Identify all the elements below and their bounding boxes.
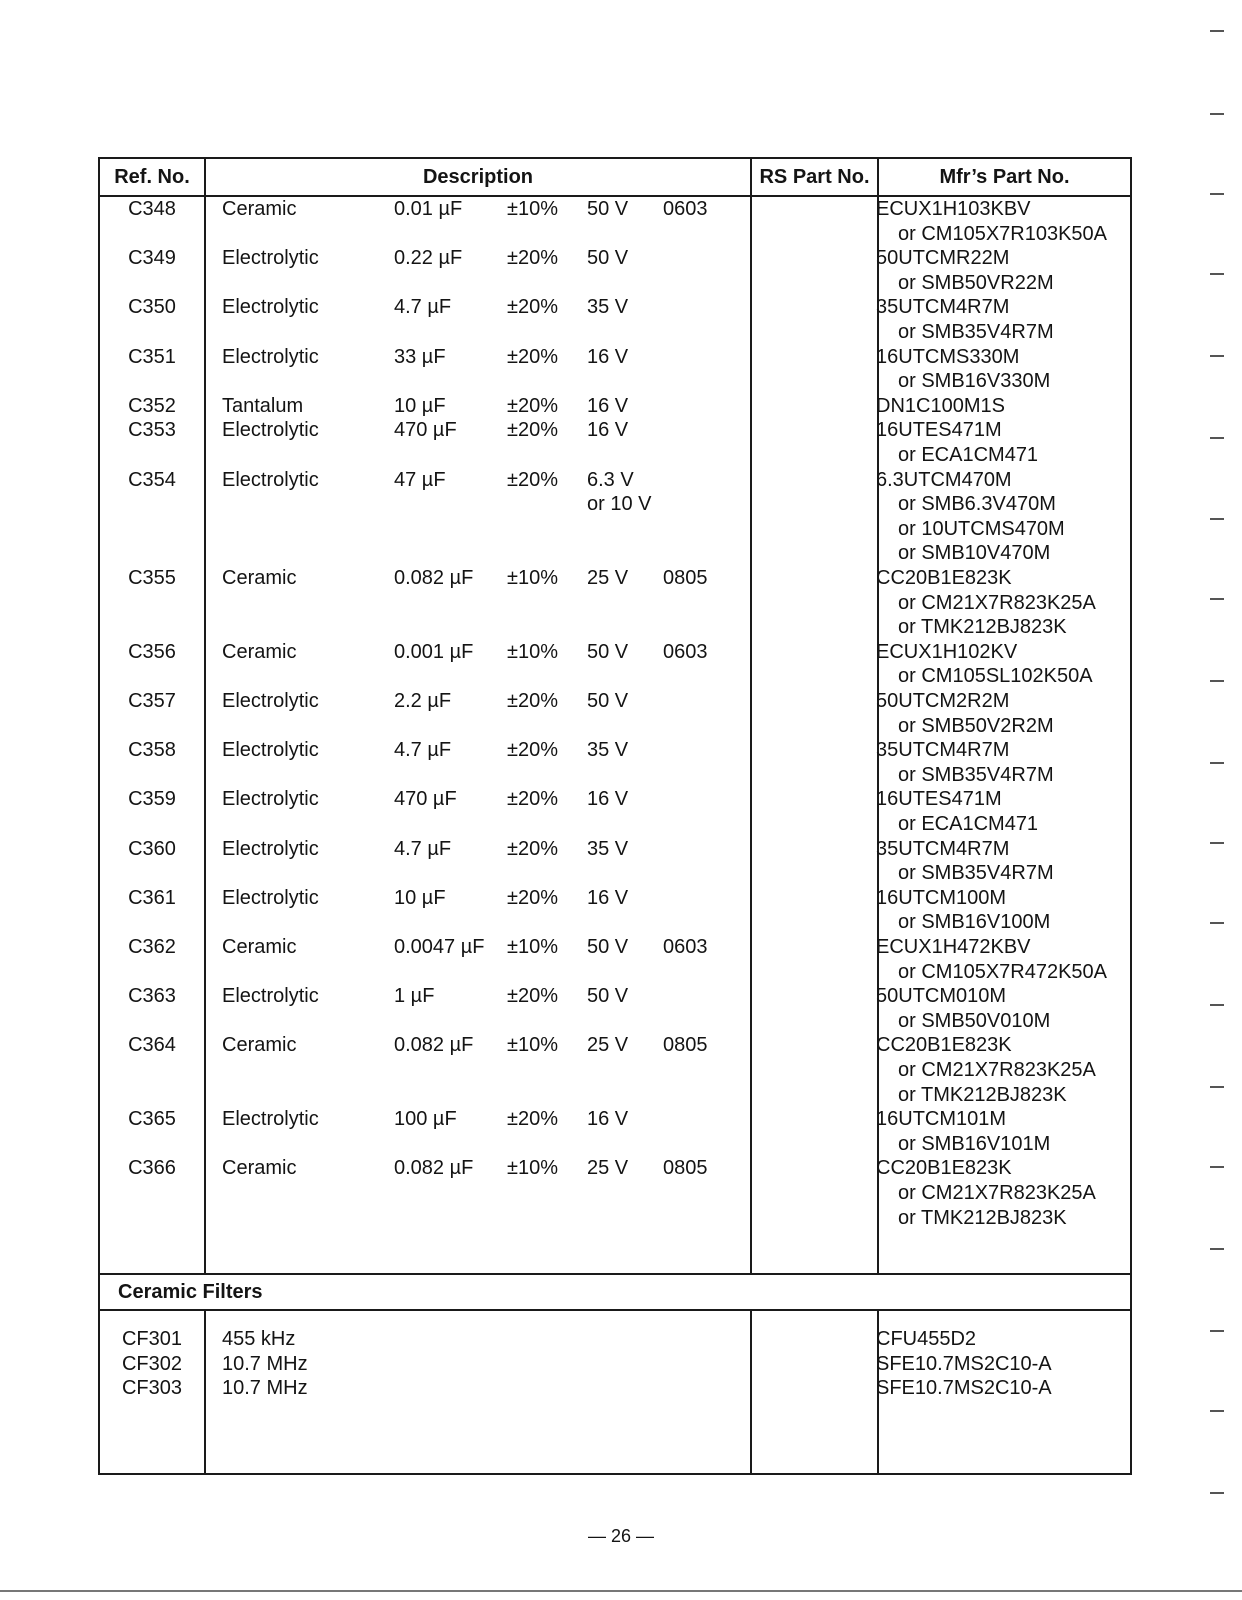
ceramic-filters-title: Ceramic Filters xyxy=(100,1275,1130,1311)
voltage: 6.3 V xyxy=(587,468,634,491)
alt-mfr-part-no: or SMB10V470M xyxy=(898,542,1051,565)
alt-mfr-part-no: or SMB35V4R7M xyxy=(898,320,1054,343)
alt-mfr-part-no: or ECA1CM471 xyxy=(898,443,1039,466)
component-type: Electrolytic xyxy=(222,247,319,270)
component-type: Ceramic xyxy=(222,567,297,589)
ref-no: C352 xyxy=(128,394,176,417)
package-size: 0603 xyxy=(663,198,708,220)
component-value: 0.01 µF xyxy=(394,198,463,220)
component-type: Ceramic xyxy=(222,1034,297,1057)
mfr-part-numbers xyxy=(876,246,1054,295)
margin-tick-mark xyxy=(1210,1492,1224,1494)
page-number: — 26 — xyxy=(587,1526,655,1546)
mfr-part-no: 16UTCM101M xyxy=(876,1108,1007,1131)
tolerance: ±20% xyxy=(507,837,559,860)
alt-voltage: or 10 V xyxy=(587,493,652,516)
alt-mfr-part-no: or SMB16V330M xyxy=(898,370,1051,393)
margin-tick-mark xyxy=(1210,1166,1224,1168)
component-type: Electrolytic xyxy=(222,1108,319,1131)
component-value: 10 µF xyxy=(394,886,446,909)
component-type: Ceramic xyxy=(222,198,297,220)
mfr-part-numbers xyxy=(876,394,1005,419)
ref-no: C351 xyxy=(128,345,176,368)
ref-no: C358 xyxy=(128,739,176,762)
component-value: 470 µF xyxy=(394,419,457,442)
tolerance: ±20% xyxy=(507,296,559,319)
tolerance: ±20% xyxy=(507,886,559,909)
tolerance: ±20% xyxy=(507,468,559,491)
mfr-part-no: CC20B1E823K xyxy=(876,567,1012,589)
component-type: Electrolytic xyxy=(222,837,319,860)
alt-mfr-part-no: or CM105X7R472K50A xyxy=(898,960,1108,983)
voltage: 50 V xyxy=(587,985,629,1008)
component-value: 100 µF xyxy=(394,1108,457,1131)
component-value: 0.001 µF xyxy=(394,640,474,663)
component-type: Electrolytic xyxy=(222,419,319,442)
header-description: Description xyxy=(204,159,750,195)
margin-tick-mark xyxy=(1210,1004,1224,1006)
mfr-part-numbers xyxy=(876,935,1107,984)
margin-tick-mark xyxy=(1210,762,1224,764)
mfr-part-numbers xyxy=(876,345,1050,394)
filter-section xyxy=(100,1311,1130,1473)
margin-tick-mark xyxy=(1210,437,1224,439)
package-size: 0603 xyxy=(663,936,708,958)
capacitor-rows xyxy=(100,197,1130,1273)
alt-mfr-part-no: or TMK212BJ823K xyxy=(898,1206,1067,1229)
ref-no: C366 xyxy=(128,1157,176,1180)
mfr-part-numbers xyxy=(876,468,1065,566)
ref-no: C349 xyxy=(128,247,176,270)
component-value: 2.2 µF xyxy=(394,690,452,712)
mfr-part-no: 16UTES471M xyxy=(876,419,1002,442)
component-value: 10 µF xyxy=(394,394,446,417)
filter-frequency: 455 kHz xyxy=(222,1328,296,1350)
alt-mfr-part-no: or SMB50V010M xyxy=(898,1009,1051,1032)
alt-mfr-part-no: or CM21X7R823K25A xyxy=(898,591,1096,614)
alt-mfr-part-no: or SMB6.3V470M xyxy=(898,493,1056,516)
ref-no: C354 xyxy=(128,468,176,491)
mfr-part-no: 16UTCMS330M xyxy=(876,345,1020,368)
margin-tick-mark xyxy=(1210,842,1224,844)
filter-frequency: 10.7 MHz xyxy=(222,1377,308,1400)
ref-no: CF301 xyxy=(121,1328,183,1350)
ref-no: CF302 xyxy=(121,1352,183,1375)
mfr-part-no: DN1C100M1S xyxy=(876,394,1005,417)
mfr-part-numbers xyxy=(876,197,1107,246)
mfr-part-no: 35UTCM4R7M xyxy=(876,296,1010,319)
tolerance: ±20% xyxy=(507,788,559,811)
mfr-part-numbers xyxy=(876,566,1096,640)
component-value: 0.0047 µF xyxy=(394,936,485,958)
header-ref-no: Ref. No. xyxy=(114,165,190,188)
voltage: 16 V xyxy=(587,1108,629,1131)
tolerance: ±20% xyxy=(507,1108,559,1131)
alt-mfr-part-no: or SMB50V2R2M xyxy=(898,714,1054,737)
package-size: 0805 xyxy=(663,567,708,589)
margin-tick-mark xyxy=(1210,1330,1224,1332)
mfr-part-numbers xyxy=(876,886,1050,935)
ref-no: C363 xyxy=(128,985,176,1008)
tolerance: ±10% xyxy=(507,567,559,589)
voltage: 35 V xyxy=(587,837,629,860)
tolerance: ±20% xyxy=(507,394,559,417)
mfr-part-numbers xyxy=(876,640,1093,689)
mfr-part-no: 35UTCM4R7M xyxy=(876,739,1010,762)
parts-list-table xyxy=(98,157,1132,1475)
tolerance: ±20% xyxy=(507,739,559,762)
component-value: 470 µF xyxy=(394,788,457,811)
voltage: 16 V xyxy=(587,394,629,417)
ref-no: C348 xyxy=(128,198,176,220)
voltage: 25 V xyxy=(587,567,629,589)
alt-mfr-part-no: or SMB50VR22M xyxy=(898,271,1054,294)
tolerance: ±20% xyxy=(507,690,559,712)
mfr-part-no: ECUX1H102KV xyxy=(876,640,1018,663)
mfr-part-numbers xyxy=(876,787,1038,836)
table-header xyxy=(100,159,1130,197)
voltage: 25 V xyxy=(587,1034,629,1057)
component-value: 0.082 µF xyxy=(394,1034,474,1057)
voltage: 50 V xyxy=(587,690,629,712)
component-type: Ceramic xyxy=(222,936,297,958)
component-value: 1 µF xyxy=(394,985,435,1008)
ref-no: C361 xyxy=(128,886,176,909)
component-type: Electrolytic xyxy=(222,788,319,811)
component-value: 4.7 µF xyxy=(394,739,452,762)
voltage: 35 V xyxy=(587,296,629,319)
mfr-part-no: 6.3UTCM470M xyxy=(876,468,1012,491)
component-value: 0.082 µF xyxy=(394,1157,474,1180)
tolerance: ±20% xyxy=(507,985,559,1008)
voltage: 50 V xyxy=(587,247,629,270)
component-type: Ceramic xyxy=(222,640,297,663)
component-type: Tantalum xyxy=(222,394,304,417)
header-rs-part-no: RS Part No. xyxy=(750,159,877,195)
package-size: 0805 xyxy=(663,1157,708,1180)
mfr-part-numbers xyxy=(876,1033,1096,1107)
alt-mfr-part-no: or SMB16V100M xyxy=(898,911,1051,934)
margin-tick-mark xyxy=(1210,113,1224,115)
mfr-part-no: 16UTCM100M xyxy=(876,886,1007,909)
voltage: 50 V xyxy=(587,936,629,958)
tolerance: ±10% xyxy=(507,1157,559,1180)
alt-mfr-part-no: or SMB35V4R7M xyxy=(898,862,1054,885)
component-value: 4.7 µF xyxy=(394,837,452,860)
margin-tick-mark xyxy=(1210,1248,1224,1250)
mfr-part-numbers xyxy=(876,418,1038,467)
tolerance: ±10% xyxy=(507,640,559,663)
mfr-part-no: 50UTCMR22M xyxy=(876,247,1010,270)
alt-mfr-part-no: or CM21X7R823K25A xyxy=(898,1181,1096,1204)
mfr-part-numbers xyxy=(876,837,1054,886)
mfr-part-no: 50UTCM2R2M xyxy=(876,690,1010,712)
alt-mfr-part-no: or CM21X7R823K25A xyxy=(898,1058,1096,1081)
margin-tick-mark xyxy=(1210,193,1224,195)
ref-no: C365 xyxy=(128,1108,176,1131)
component-type: Electrolytic xyxy=(222,985,319,1008)
alt-mfr-part-no: or TMK212BJ823K xyxy=(898,616,1067,639)
mfr-part-no: CC20B1E823K xyxy=(876,1034,1012,1057)
mfr-part-numbers xyxy=(876,738,1054,787)
mfr-part-no: ECUX1H472KBV xyxy=(876,936,1031,958)
alt-mfr-part-no: or CM105X7R103K50A xyxy=(898,222,1108,245)
mfr-part-no: 16UTES471M xyxy=(876,788,1002,811)
component-type: Electrolytic xyxy=(222,345,319,368)
alt-mfr-part-no: or SMB16V101M xyxy=(898,1132,1051,1155)
tolerance: ±10% xyxy=(507,198,559,220)
mfr-part-no: CC20B1E823K xyxy=(876,1157,1012,1180)
mfr-part-numbers xyxy=(876,1156,1096,1230)
capacitor-section xyxy=(100,197,1130,1275)
margin-tick-mark xyxy=(1210,598,1224,600)
margin-tick-mark xyxy=(1210,30,1224,32)
component-type: Electrolytic xyxy=(222,739,319,762)
ref-no: C360 xyxy=(128,837,176,860)
ref-no: C362 xyxy=(128,936,176,958)
tolerance: ±10% xyxy=(507,936,559,958)
alt-mfr-part-no: or TMK212BJ823K xyxy=(898,1083,1067,1106)
ref-no: C356 xyxy=(128,640,176,663)
component-type: Electrolytic xyxy=(222,690,319,712)
voltage: 16 V xyxy=(587,788,629,811)
component-type: Ceramic xyxy=(222,1157,297,1180)
mfr-part-no: ECUX1H103KBV xyxy=(876,198,1031,220)
mfr-part-no: SFE10.7MS2C10-A xyxy=(876,1352,1052,1375)
component-type: Electrolytic xyxy=(222,468,319,491)
tolerance: ±10% xyxy=(507,1034,559,1057)
margin-tick-mark xyxy=(1210,922,1224,924)
mfr-part-numbers xyxy=(876,984,1050,1033)
voltage: 50 V xyxy=(587,198,629,220)
package-size: 0603 xyxy=(663,640,708,663)
component-type: Electrolytic xyxy=(222,296,319,319)
tolerance: ±20% xyxy=(507,419,559,442)
voltage: 16 V xyxy=(587,886,629,909)
mfr-part-numbers xyxy=(876,295,1054,344)
alt-mfr-part-no: or ECA1CM471 xyxy=(898,812,1039,835)
ref-no: C355 xyxy=(128,567,176,589)
tolerance: ±20% xyxy=(507,247,559,270)
voltage: 25 V xyxy=(587,1157,629,1180)
margin-tick-mark xyxy=(1210,518,1224,520)
ref-no: C350 xyxy=(128,296,176,319)
ref-no: C359 xyxy=(128,788,176,811)
mfr-part-no: CFU455D2 xyxy=(876,1328,977,1350)
mfr-part-no: SFE10.7MS2C10-A xyxy=(876,1377,1052,1400)
margin-tick-mark xyxy=(1210,680,1224,682)
component-value: 0.082 µF xyxy=(394,567,474,589)
alt-mfr-part-no: or CM105SL102K50A xyxy=(898,665,1093,688)
mfr-part-numbers xyxy=(876,1107,1050,1156)
ref-no: C353 xyxy=(128,419,176,442)
voltage: 50 V xyxy=(587,640,629,663)
voltage: 35 V xyxy=(587,739,629,762)
margin-tick-mark xyxy=(1210,355,1224,357)
mfr-part-no: 35UTCM4R7M xyxy=(876,837,1010,860)
voltage: 16 V xyxy=(587,345,629,368)
component-value: 33 µF xyxy=(394,345,446,368)
margin-tick-mark xyxy=(1210,273,1224,275)
margin-tick-mark xyxy=(1210,1086,1224,1088)
mfr-part-no: 50UTCM010M xyxy=(876,985,1007,1008)
mfr-part-numbers xyxy=(876,689,1054,738)
tolerance: ±20% xyxy=(507,345,559,368)
alt-mfr-part-no: or SMB35V4R7M xyxy=(898,763,1054,786)
component-value: 47 µF xyxy=(394,468,446,491)
component-value: 4.7 µF xyxy=(394,296,452,319)
margin-tick-mark xyxy=(1210,1410,1224,1412)
package-size: 0805 xyxy=(663,1034,708,1057)
ref-no: CF303 xyxy=(121,1377,183,1400)
component-type: Electrolytic xyxy=(222,886,319,909)
voltage: 16 V xyxy=(587,419,629,442)
header-mfr-part-no: Mfr’s Part No. xyxy=(877,159,1130,195)
ref-no: C364 xyxy=(128,1034,176,1057)
filter-rows xyxy=(100,1311,1130,1473)
filter-frequency: 10.7 MHz xyxy=(222,1352,308,1375)
ref-no: C357 xyxy=(128,690,176,712)
bottom-rule xyxy=(0,1590,1242,1592)
alt-mfr-part-no: or 10UTCMS470M xyxy=(898,517,1065,540)
component-value: 0.22 µF xyxy=(394,247,463,270)
